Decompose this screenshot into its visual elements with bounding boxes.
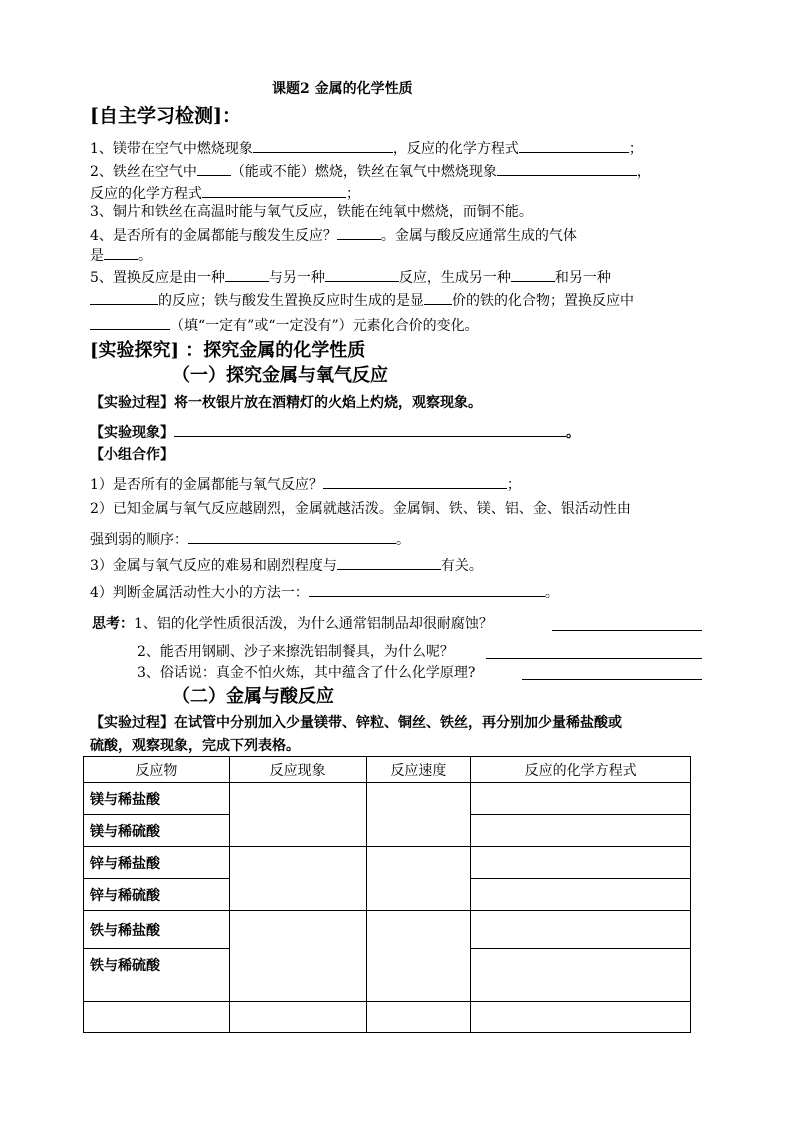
blank[interactable] [309, 581, 545, 597]
blank[interactable] [552, 615, 702, 631]
procedure-2-cont: 硫酸，观察现象，完成下列表格。 [90, 738, 300, 754]
section-1-title: （一）探究金属与氧气反应 [172, 365, 388, 386]
table-header-row [84, 757, 691, 783]
question-2-cont: 反应的化学方程式 ； [90, 182, 360, 203]
blank[interactable] [337, 554, 441, 570]
self-check-heading: [自主学习检测]： [90, 105, 241, 127]
blank[interactable] [522, 664, 702, 680]
procedure-1: 【实验过程】将一枚银片放在酒精灯的火焰上灼烧，观察现象。 [90, 395, 482, 411]
think-3: 3、俗话说：真金不怕火炼，其中蕴含了什么化学原理? [137, 665, 476, 681]
equation-cell[interactable] [471, 949, 691, 1002]
experiment-heading: [实验探究] ：探究金属的化学性质 [90, 340, 366, 361]
procedure-2: 【实验过程】在试管中分别加入少量镁带、锌粒、铜丝、铁丝，再分别加少量稀盐酸或 [90, 715, 622, 731]
equation-cell[interactable] [471, 879, 691, 911]
speed-cell[interactable] [366, 783, 471, 847]
reactant-cell: 镁与稀硫酸 [84, 815, 230, 847]
think-1: 思考：1、铝的化学性质很活泼，为什么通常铝制品却很耐腐蚀？ [92, 616, 493, 632]
speed-cell[interactable] [366, 911, 471, 1002]
question-5-cont2: （填“一定有”或“一定没有”）元素化合价的变化。 [90, 314, 479, 335]
reactant-cell: 锌与稀盐酸 [84, 847, 230, 879]
equation-cell[interactable] [471, 815, 691, 847]
phenomenon: 【实验现象】 。 [90, 421, 580, 442]
question-5: 5、置换反应是由一种 与另一种 反应，生成另一种 和另一种 [90, 266, 611, 287]
group-q2: 2）已知金属与氧气反应越剧烈，金属就越活泼。金属铜、铁、镁、铝、金、银活动性由 [90, 501, 631, 517]
group-q4: 4）判断金属活动性大小的方法一： 。 [90, 581, 559, 602]
question-4-cont: 是 。 [90, 244, 152, 265]
reaction-table [83, 756, 691, 1033]
blank[interactable] [519, 137, 629, 153]
section-2-title: （二）金属与酸反应 [172, 686, 334, 707]
header-phenomenon: 反应现象 [229, 757, 366, 783]
header-equation: 反应的化学方程式 [471, 757, 691, 783]
blank[interactable] [202, 182, 346, 198]
speed-cell[interactable] [366, 847, 471, 911]
reactant-cell[interactable] [84, 1002, 230, 1033]
blank[interactable] [497, 160, 637, 176]
blank[interactable] [188, 528, 396, 544]
table-row [84, 847, 691, 879]
blank[interactable] [337, 224, 381, 240]
think-2: 2、能否用钢刷、沙子来擦洗铝制餐具，为什么呢？ [137, 644, 454, 660]
blank[interactable] [511, 266, 555, 282]
reactant-cell: 铁与稀硫酸 [84, 949, 230, 1002]
equation-cell[interactable] [471, 783, 691, 815]
group-q1: 1）是否所有的金属都能与氧气反应？ ； [90, 473, 521, 494]
reactant-cell: 镁与稀盐酸 [84, 783, 230, 815]
equation-cell[interactable] [471, 911, 691, 949]
header-reactant: 反应物 [84, 757, 230, 783]
blank[interactable] [325, 266, 399, 282]
table-row [84, 783, 691, 815]
table-row [84, 911, 691, 949]
blank[interactable] [323, 473, 507, 489]
blank[interactable] [486, 643, 702, 659]
speed-cell[interactable] [366, 1002, 471, 1033]
phenomenon-cell[interactable] [229, 847, 366, 911]
group-q2-cont: 强到弱的顺序： 。 [90, 528, 410, 549]
question-3: 3、铜片和铁丝在高温时能与氧气反应，铁能在纯氧中燃烧，而铜不能。 [90, 204, 533, 220]
blank[interactable] [197, 160, 231, 176]
question-4: 4、是否所有的金属都能与酸发生反应？ 。金属与酸反应通常生成的气体 [90, 224, 577, 245]
blank[interactable] [90, 314, 170, 330]
phenomenon-cell[interactable] [229, 783, 366, 847]
blank[interactable] [90, 289, 158, 305]
equation-cell[interactable] [471, 1002, 691, 1033]
table-row [84, 1002, 691, 1033]
reactant-cell: 锌与稀硫酸 [84, 879, 230, 911]
blank[interactable] [424, 289, 452, 305]
group-q3: 3）金属与氧气反应的难易和剧烈程度与 有关。 [90, 554, 483, 575]
phenomenon-cell[interactable] [229, 1002, 366, 1033]
group-work-label: 【小组合作】 [90, 447, 174, 463]
question-1: 1、镁带在空气中燃烧现象 ，反应的化学方程式 ； [90, 137, 643, 158]
equation-cell[interactable] [471, 847, 691, 879]
blank[interactable] [253, 137, 393, 153]
reactant-cell: 铁与稀盐酸 [84, 911, 230, 949]
blank[interactable] [225, 266, 269, 282]
header-speed: 反应速度 [366, 757, 471, 783]
question-5-cont: 的反应；铁与酸发生置换反应时生成的是显 价的铁的化合物；置换反应中 [90, 289, 634, 310]
blank[interactable] [104, 244, 138, 260]
page-title: 课题2 金属的化学性质 [272, 81, 413, 97]
question-2: 2、铁丝在空气中 （能或不能）燃烧，铁丝在氧气中燃烧现象 ， [90, 160, 651, 181]
blank[interactable] [174, 421, 566, 437]
phenomenon-cell[interactable] [229, 911, 366, 1002]
